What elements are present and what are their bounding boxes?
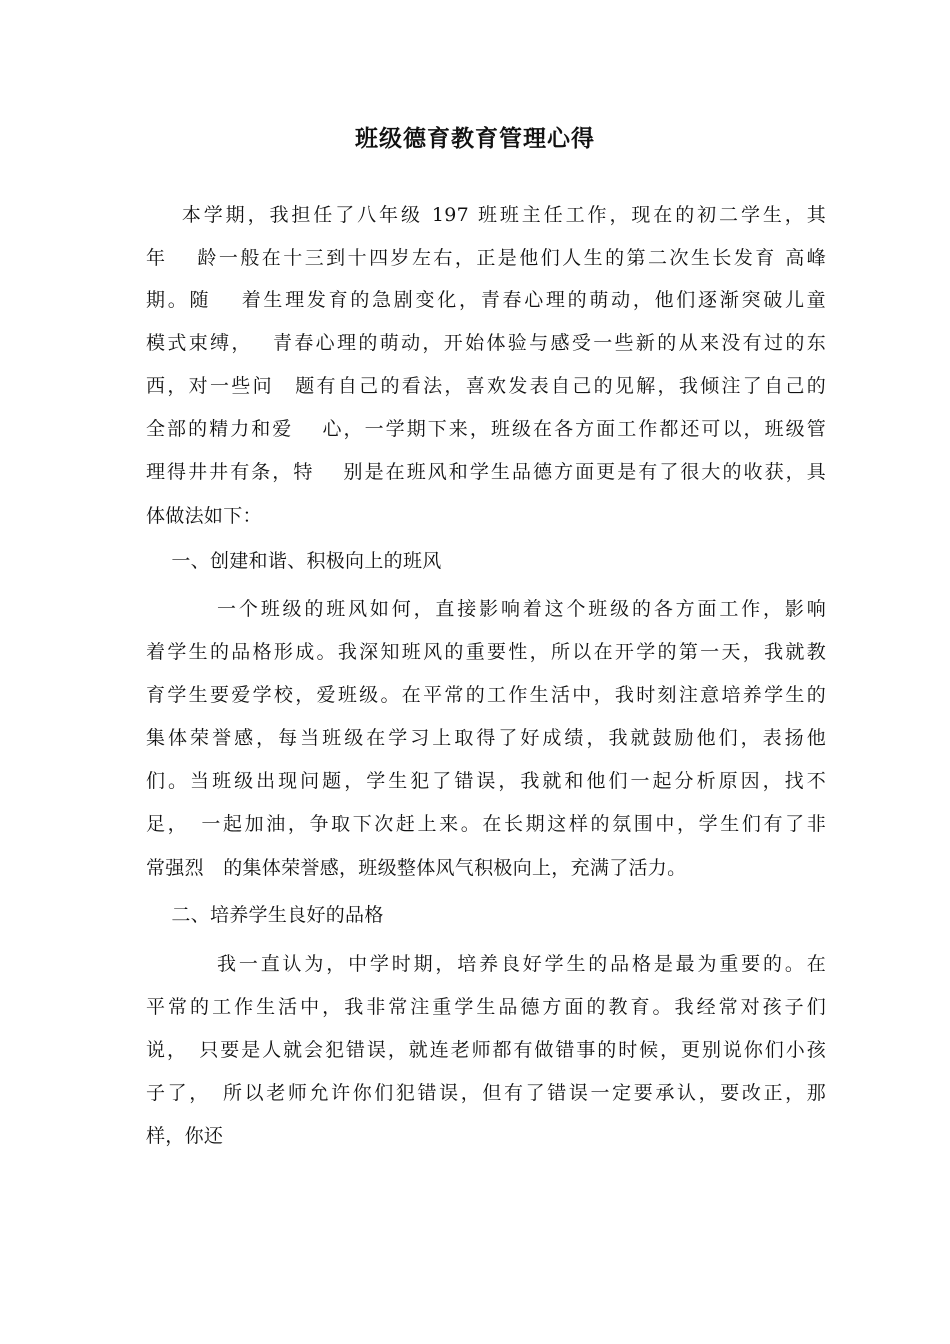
text-line: 理得井井有条，特 别是在班风和学生品德方面更是有了很大的收获，具 (146, 461, 826, 483)
text-line: 子了， 所以老师允许你们犯错误，但有了错误一定要承认，要改正，那 (146, 1082, 826, 1104)
text-line: 本学期，我担任了八年级 197 班班主任工作，现在的初二学生，其 (146, 204, 826, 226)
text-line: 说， 只要是人就会犯错误，就连老师都有做错事的时候，更别说你们小孩 (146, 1039, 826, 1061)
text-line: 全部的精力和爱 心，一学期下来，班级在各方面工作都还可以，班级管 (146, 418, 826, 440)
text-line: 育学生要爱学校，爱班级。在平常的工作生活中，我时刻注意培养学生的 (146, 684, 826, 706)
text-line: 体做法如下： (146, 505, 262, 527)
section-heading: 二、培养学生良好的品格 (146, 904, 384, 926)
text-line: 我一直认为，中学时期，培养良好学生的品格是最为重要的。在 (146, 953, 826, 975)
text-line: 足， 一起加油，争取下次赶上来。在长期这样的氛围中，学生们有了非 (146, 813, 826, 835)
text-line: 们。当班级出现问题，学生犯了错误，我就和他们一起分析原因，找不 (146, 770, 826, 792)
text-line: 集体荣誉感，每当班级在学习上取得了好成绩，我就鼓励他们，表扬他 (146, 727, 826, 749)
text-line: 着学生的品格形成。我深知班风的重要性，所以在开学的第一天，我就教 (146, 641, 826, 663)
section-heading: 一、创建和谐、积极向上的班风 (146, 550, 442, 572)
text-line: 常强烈 的集体荣誉感，班级整体风气积极向上，充满了活力。 (146, 857, 687, 879)
text-line: 平常的工作生活中，我非常注重学生品德方面的教育。我经常对孩子们 (146, 996, 826, 1018)
text-line: 模式束缚， 青春心理的萌动，开始体验与感受一些新的从来没有过的东 (146, 332, 826, 354)
text-line: 期。随 着生理发育的急剧变化，青春心理的萌动，他们逐渐突破儿童 (146, 289, 826, 311)
text-line: 西，对一些问 题有自己的看法，喜欢发表自己的见解，我倾注了自己的 (146, 375, 826, 397)
text-line: 一个班级的班风如何，直接影响着这个班级的各方面工作，影响 (146, 598, 826, 620)
document-title: 班级德育教育管理心得 (355, 125, 595, 152)
text-line: 年 龄一般在十三到十四岁左右，正是他们人生的第二次生长发育 高峰 (146, 247, 826, 269)
text-line: 样，你还 (146, 1125, 224, 1147)
